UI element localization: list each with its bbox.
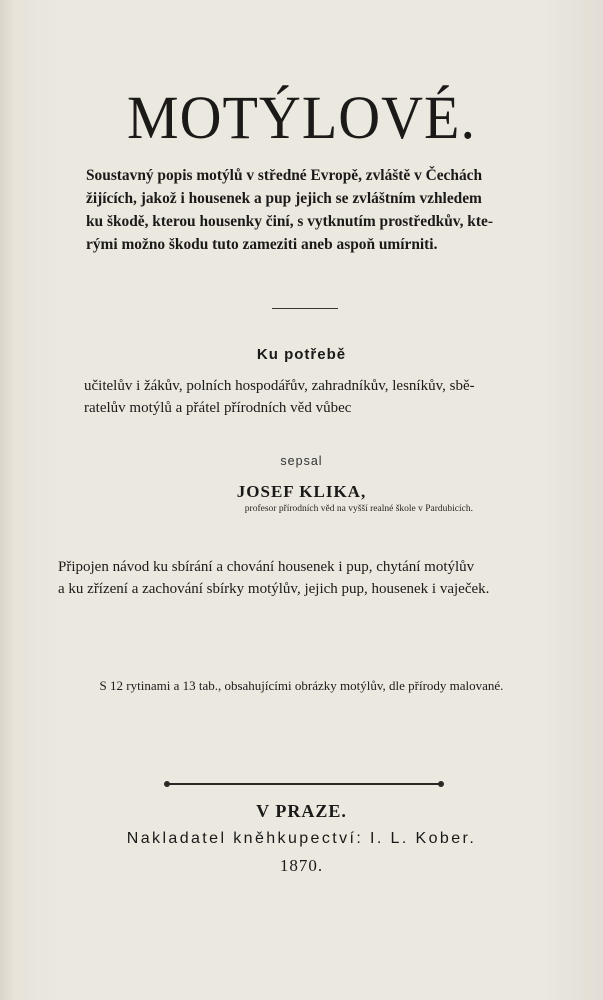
guide-line: a ku zřízení a zachování sbírky motýlův, jejich pup, housenek i vaječek. — [58, 581, 490, 597]
short-divider — [272, 308, 338, 309]
guide-text — [58, 556, 578, 600]
audience-line: ratelův motýlů a přátel přírodních věd vůbec — [84, 400, 352, 416]
subtitle-line: Soustavný popis motýlů v středné Evropě, zvláště v Čechách — [86, 167, 483, 184]
audience-text — [84, 375, 544, 419]
book-title: MOTÝLOVÉ. — [127, 83, 476, 152]
purpose-heading: Ku potřebě — [256, 346, 347, 363]
written-by-label: sepsal — [280, 454, 323, 468]
subtitle — [86, 164, 534, 256]
publication-place: V PRAZE. — [256, 801, 347, 821]
audience-line: učitelův i žákův, polních hospodářův, zahradníkův, lesníkův, sbě- — [84, 378, 475, 394]
ornamental-divider — [168, 783, 440, 785]
author-affiliation: profesor přírodních věd na vyšší realné škole v Pardubicích. — [244, 504, 473, 514]
subtitle-line: žijících, jakož i housenek a pup jejich se zvláštním vzhledem — [86, 190, 482, 207]
publication-year: 1870. — [279, 856, 324, 875]
guide-line: Připojen návod ku sbírání a chování housenek i pup, chytání motýlův — [58, 559, 475, 575]
plates-note: S 12 rytinami a 13 tab., obsahujícími obrázky motýlův, dle přírody malované. — [99, 678, 504, 693]
subtitle-line: ku škodě, kterou housenky činí, s vytknutím prostředkův, kte- — [86, 213, 493, 230]
author-name: JOSEF KLIKA, — [236, 482, 367, 501]
publisher: Nakladatel kněhkupectví: I. L. Kober. — [126, 830, 477, 847]
subtitle-line: rými možno škodu tuto zameziti aneb aspoň umírniti. — [86, 236, 438, 253]
